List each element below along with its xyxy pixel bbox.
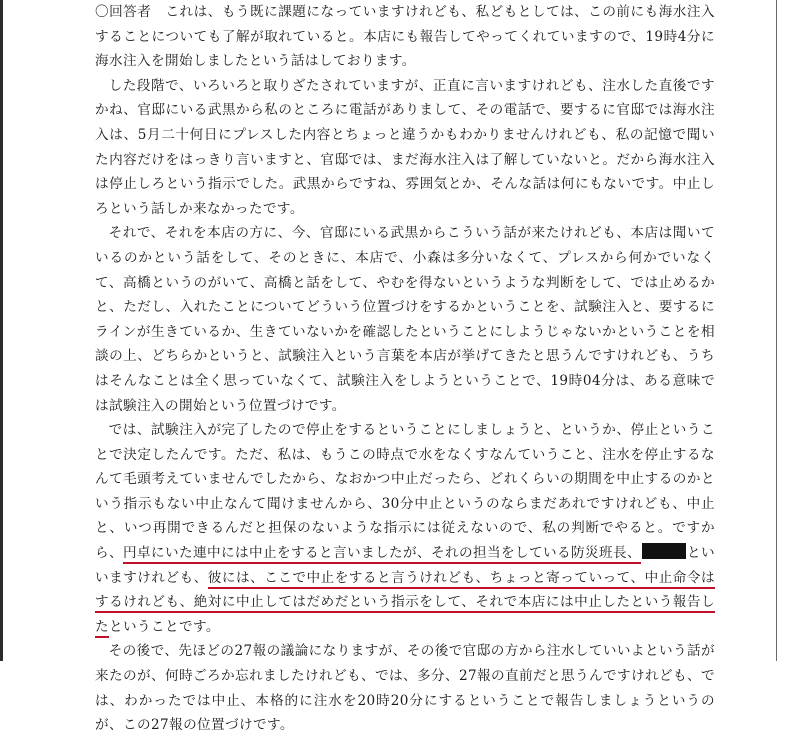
underlined-passage-2: 彼には、ここで中止をすると言うけれども、ちょっと寄っていって、中止命令はするけれども、絶対に中止してはだめだという指示をして、それで本店には中止したという報告した: [95, 570, 715, 638]
paragraph-takekuro-call: した段階で、いろいろと取りざたされていますが、正直に言いますけれども、注水した直後ですかね、官邸にいる武黒から私のところに電話がありまして、その電話で、要するに官邸では海水注入は、5月二十何日にプレスした内容とちょっと違うかもわかりませんけれども、私の記憶で聞いた内容だけをはっきり言いますと、官邸では、まだ海水注入は了解していないと。だから海水注入は停止しろという指示でした。武黒からですね、雰囲気とか、そんな話は何にもないです。中止しろという話しか来なかったです。: [95, 77, 715, 217]
underlined-passage-1: 円卓にいた連中には中止をすると言いましたが、それの担当をしている防災班長、: [123, 545, 641, 564]
paragraph-stop-decision: [95, 418, 715, 639]
paragraph-test-injection: それで、それを本店の方に、今、官邸にいる武黒からこういう話が来たけれども、本店は聞いているのかという話をして、そのときに、本店で、小森は多分いなくて、プレスから何かでいなくて、高橋というのがいて、高橋と話をして、やむを得ないというような判断をして、では止めるかと、ただし、入れたことについてどういう位置づけをするかということを、試験注入と、要するにラインが生きているか、生きていないかを確認したということにしようじゃないかということを相談の上、どちらかというと、試験注入という言葉を本店が挙げてきたと思うんですけれども、うちはそんなことは全く思っていなくて、試験注入をしようということで、19時04分は、ある意味では試験注入の開始という位置づけです。: [95, 225, 715, 414]
transcript-page: [95, 0, 715, 738]
paragraph-report-27: その後で、先ほどの27報の議論になりますが、その後で官邸の方から注水していいよという話が来たのが、何時ごろか忘れましたけれども、では、多分、27報の直前だと思うんですけれども、では、わかったでは中止、本格的に注水を20時20分にするということで報告しましょうというのが、この27報の位置づけです。: [95, 643, 715, 734]
scan-left-edge: [0, 0, 3, 661]
scan-right-edge: [776, 0, 777, 661]
paragraph-stop-decision-end: ということです。: [109, 618, 220, 635]
paragraph-stop-decision-mid: といいますけれども、: [95, 545, 715, 586]
redaction-block: [642, 543, 686, 559]
paragraph-stop-decision-text: では、試験注入が完了したので停止をするということにしましょうと、というか、停止ということで決定したんです。ただ、私は、もうこの時点で水をなくすなんていうこと、注水を停止するなんて毛頭考えていませんでしたから、なおかつ中止だったら、どれくらいの期間を中止するのかという指示もない中止なんて聞けませんから、30分中止というのならまだあれですけれども、中止と、いつ再開できるんだと担保のないような指示には従えないので、私の判断でやると。ですから、: [95, 422, 715, 562]
paragraph-answer-intro: 〇回答者 これは、もう既に課題になっていますけれども、私どもとしては、この前にも海水注入することについても了解が取れていると。本店にも報告してやってくれていますので、19時4分に海水注入を開始しましたという話はしております。: [95, 4, 715, 70]
